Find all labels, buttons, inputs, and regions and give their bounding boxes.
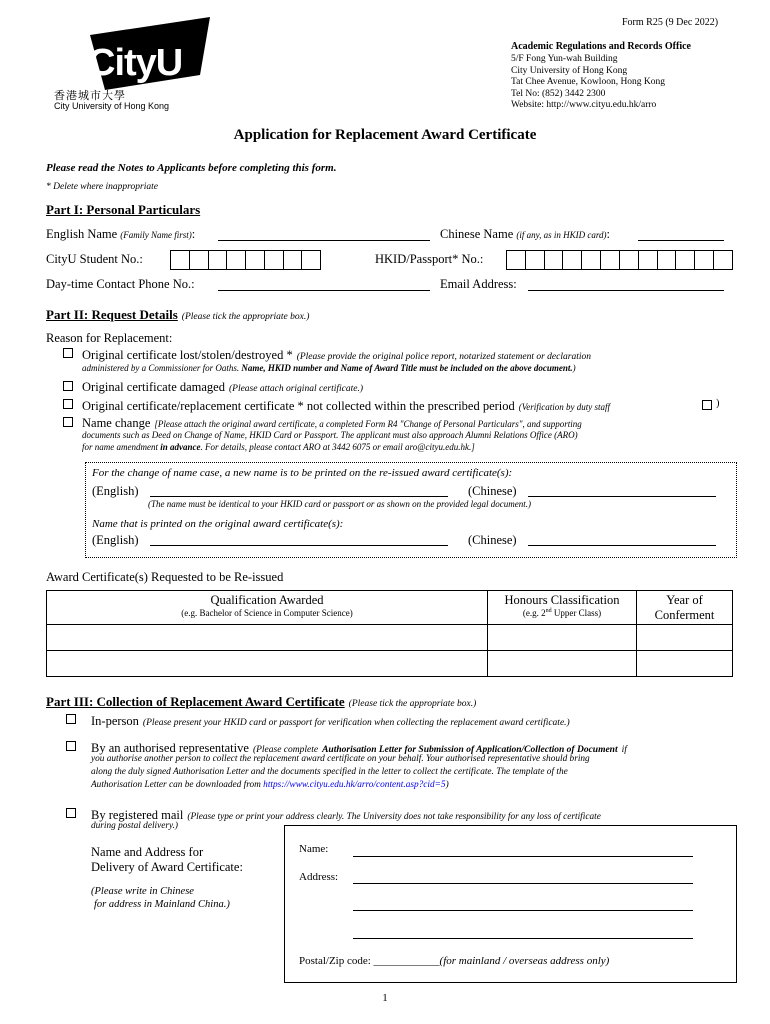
postal-code-row: Postal/Zip code: ____________(for mainland / overseas address only) <box>299 955 610 967</box>
collect-inperson-checkbox[interactable] <box>66 714 76 724</box>
duty-staff-checkbox[interactable] <box>702 400 712 410</box>
chinese-name-field[interactable] <box>638 240 724 241</box>
representative-note-4: Authorisation Letter can be downloaded from https://www.cityu.edu.hk/arro/content.asp?cid=5) <box>91 780 449 790</box>
student-no-cells[interactable] <box>170 250 321 270</box>
collect-mail-checkbox[interactable] <box>66 808 76 818</box>
award-table-label: Award Certificate(s) Requested to be Re-issued <box>46 570 284 584</box>
office-address: 5/F Fong Yun-wah Building City University of Hong Kong Tat Chee Avenue, Kowloon, Hong Kong Tel No: (852) 3442 2300 Website: http://www.cityu.edu.hk/arro <box>511 54 666 110</box>
delivery-address-field-3[interactable] <box>353 938 693 939</box>
hkid-cells[interactable] <box>506 250 733 270</box>
office-name: Academic Regulations and Records Office <box>511 41 691 52</box>
form-number: Form R25 (9 Dec 2022) <box>622 17 719 28</box>
qualification-cell[interactable] <box>47 651 488 677</box>
new-name-english-label: (English) <box>92 484 139 498</box>
cityu-logo <box>50 15 220 115</box>
table-row <box>47 651 733 677</box>
reason-lost-note: administered by a Commissioner for Oaths. Name, HKID number and Name of Award Title must be included on the above document.) <box>82 363 576 373</box>
reason-not-collected-text: Original certificate/replacement certificate * not collected within the prescribed period (Verification by duty staff <box>82 399 611 413</box>
reason-damaged-checkbox[interactable] <box>63 381 73 391</box>
award-table <box>46 590 733 677</box>
new-name-english-field[interactable] <box>150 496 448 497</box>
phone-field[interactable] <box>218 290 430 291</box>
logo-text: CityU <box>88 42 183 84</box>
name-change-note-3: for name amendment in advance. For details, please contact ARO at 3442 6075 or email aro@cityu.edu.hk.] <box>82 442 475 452</box>
reason-label: Reason for Replacement: <box>46 331 173 345</box>
page-number: 1 <box>382 992 388 1004</box>
qualification-cell[interactable] <box>47 625 488 651</box>
english-name-field[interactable] <box>218 240 430 241</box>
chinese-name-row: Chinese Name (if any, as in HKID card): <box>440 227 611 241</box>
delivery-label: Name and Address for Delivery of Award Certificate: <box>91 845 243 874</box>
original-name-instruction: Name that is printed on the original award certificate(s): <box>92 518 344 530</box>
orig-name-chinese-field[interactable] <box>528 545 716 546</box>
page-title: Application for Replacement Award Certificate <box>233 127 537 143</box>
collect-representative-checkbox[interactable] <box>66 741 76 751</box>
new-name-chinese-field[interactable] <box>528 496 716 497</box>
reason-name-change-checkbox[interactable] <box>63 417 73 427</box>
name-change-note-2: documents such as Deed on Change of Name, HKID Card or Passport. The applicant must also approach Alumni Relations Office (ARO) <box>82 430 578 440</box>
duty-staff-close: ) <box>716 398 720 409</box>
reason-lost-text: Original certificate lost/stolen/destroyed * (Please provide the original police report, notarized statement or declaration <box>82 348 591 362</box>
delivery-address-label: Address: <box>299 871 339 883</box>
intro-text: Please read the Notes to Applicants before completing this form. <box>46 162 337 174</box>
delivery-address-field-2[interactable] <box>353 910 693 911</box>
orig-name-english-field[interactable] <box>150 545 448 546</box>
new-name-instruction: For the change of name case, a new name is to be printed on the re-issued award certificate(s): <box>92 467 513 479</box>
col-honours: Honours Classification (e.g. 2nd Upper Class) <box>488 591 637 625</box>
new-name-chinese-label: (Chinese) <box>468 484 517 498</box>
part3-heading-row: Part III: Collection of Replacement Award Certificate (Please tick the appropriate box.) <box>46 694 477 709</box>
authorisation-letter-link[interactable]: https://www.cityu.edu.hk/arro/content.asp?cid=5 <box>263 780 446 790</box>
logo-chinese: 香港城市大學 <box>54 89 126 102</box>
collect-mail-text: By registered mail (Please type or print your address clearly. The University does not take responsibility for any loss of certificate <box>91 808 601 822</box>
mail-note-2: during postal delivery.) <box>91 821 179 831</box>
collect-inperson-text: In-person (Please present your HKID card or passport for verification when collecting the replacement award certificate.) <box>91 714 570 728</box>
honours-cell[interactable] <box>488 651 637 677</box>
collect-representative-text: By an authorised representative (Please complete Authorisation Letter for Submission of Application/Collection of Document if <box>91 741 627 755</box>
delete-note: * Delete where inappropriate <box>46 182 158 192</box>
hkid-label: HKID/Passport* No.: <box>375 252 484 266</box>
reason-name-change-text: Name change [Please attach the original award certificate, a completed Form R4 "Change of Personal Particulars", and supporting <box>82 416 582 430</box>
reason-damaged-text: Original certificate damaged (Please attach original certificate.) <box>82 380 364 394</box>
representative-note-2: you authorise another person to collect the replacement award certificate on your behalf. Your authorised representative should bring <box>91 754 590 764</box>
representative-note-3: along the duly signed Authorisation Letter and the documents specified in the letter to collect the certificate. The template of the <box>91 767 568 777</box>
phone-label: Day-time Contact Phone No.: <box>46 277 195 291</box>
reason-not-collected-checkbox[interactable] <box>63 399 73 409</box>
delivery-name-label: Name: <box>299 843 329 855</box>
email-field[interactable] <box>528 290 724 291</box>
reason-lost-checkbox[interactable] <box>63 348 73 358</box>
logo-english: City University of Hong Kong <box>54 101 170 111</box>
english-name-row: English Name (Family Name first): <box>46 227 196 241</box>
col-year: Year of Conferment <box>637 591 733 625</box>
year-cell[interactable] <box>637 651 733 677</box>
delivery-hint: (Please write in Chinese for address in Mainland China.) <box>91 886 230 910</box>
honours-cell[interactable] <box>488 625 637 651</box>
part1-heading: Part I: Personal Particulars <box>46 202 201 217</box>
delivery-address-field-1[interactable] <box>353 883 693 884</box>
col-qualification: Qualification Awarded (e.g. Bachelor of Science in Computer Science) <box>47 591 488 625</box>
orig-name-chinese-label: (Chinese) <box>468 533 517 547</box>
orig-name-english-label: (English) <box>92 533 139 547</box>
delivery-name-field[interactable] <box>353 856 693 857</box>
year-cell[interactable] <box>637 625 733 651</box>
student-no-label: CityU Student No.: <box>46 252 143 266</box>
email-label: Email Address: <box>440 277 517 291</box>
part2-heading-row: Part II: Request Details (Please tick the appropriate box.) <box>46 307 310 322</box>
name-identical-note: (The name must be identical to your HKID card or passport or as shown on the provided legal document.) <box>148 499 532 509</box>
table-row <box>47 625 733 651</box>
